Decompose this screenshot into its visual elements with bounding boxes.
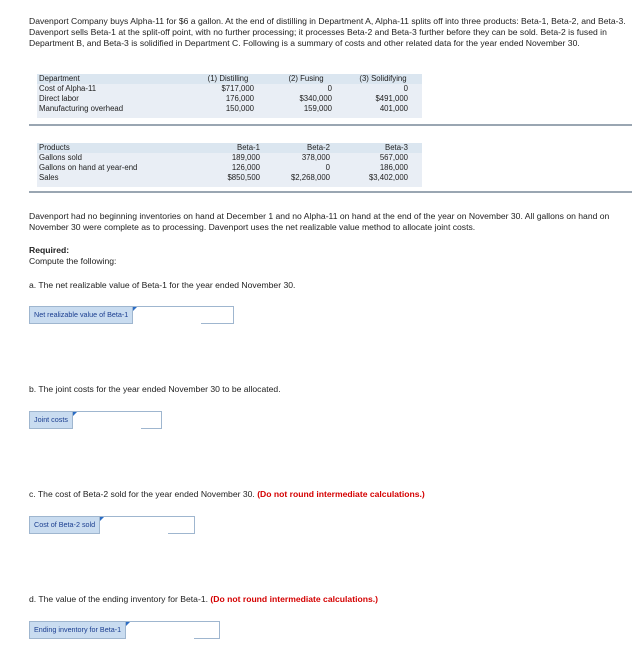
cost-table-header-distilling: (1) Distilling (207, 74, 249, 83)
flag-icon (126, 622, 130, 626)
answer-field-c (29, 516, 195, 534)
problem-intro: Davenport Company buys Alpha-11 for $6 a gallon. At the end of distilling in Department A, Alpha-11 splits off into three products: Beta-1, Beta-2, and Beta-3. Davenport sells Beta-1 at the split-off point, with no further processing; it processes Beta-2 and Beta-3 further before they can be sold. Beta-2 is fused in Department B, and Beta-3 is solidified in Department C. Following is a summary of costs and other related data for the year ended November 30. (29, 16, 626, 48)
cost-row-label: Direct labor (39, 94, 79, 103)
cost-row-fusing: $340,000 (299, 94, 332, 103)
question-a (29, 280, 295, 291)
joint-costs-input[interactable] (73, 415, 141, 431)
cost-row-distilling: $717,000 (221, 84, 254, 93)
product-row-beta2: 0 (325, 163, 330, 172)
ending-inventory-beta1-input[interactable] (126, 625, 194, 641)
product-row-beta1: $850,500 (227, 173, 260, 182)
question-d-note: (Do not round intermediate calculations.) (210, 594, 378, 604)
required-subheading: Compute the following: (29, 256, 117, 266)
cost-row-fusing: 0 (327, 84, 332, 93)
cost-table-header-department: Department (39, 74, 80, 83)
product-table-header-beta1: Beta-1 (237, 143, 260, 152)
required-heading: Required: (29, 245, 70, 255)
product-row-label: Gallons sold (39, 153, 82, 162)
cost-row-solidifying: 0 (403, 84, 408, 93)
answer-field-d (29, 621, 220, 639)
product-row-label: Gallons on hand at year-end (39, 163, 138, 172)
question-b-text: b. The joint costs for the year ended November 30 to be allocated. (29, 384, 281, 394)
question-c-note: (Do not round intermediate calculations.) (257, 489, 425, 499)
product-row-beta3: 186,000 (379, 163, 408, 172)
flag-icon (73, 412, 77, 416)
question-b (29, 384, 281, 395)
product-table-header-beta2: Beta-2 (307, 143, 330, 152)
question-d-text: d. The value of the ending inventory for Beta-1. (29, 594, 208, 604)
question-d (29, 594, 378, 605)
assumptions-paragraph: Davenport had no beginning inventories on hand at December 1 and no Alpha-11 on hand at the end of the year on November 30. All gallons on hand on November 30 were complete as to processing. Davenport uses the net realizable value method to allocate joint costs. (29, 211, 610, 232)
cost-row-distilling: 176,000 (225, 94, 254, 103)
product-table-header-beta3: Beta-3 (385, 143, 408, 152)
cost-row-solidifying: $491,000 (375, 94, 408, 103)
product-row-beta3: 567,000 (379, 153, 408, 162)
cost-row-solidifying: 401,000 (379, 104, 408, 113)
flag-icon (133, 307, 137, 311)
product-row-beta2: $2,268,000 (290, 173, 330, 182)
cost-row-fusing: 159,000 (303, 104, 332, 113)
question-c-text: c. The cost of Beta-2 sold for the year ended November 30. (29, 489, 255, 499)
answer-field-a (29, 306, 234, 324)
field-label-c: Cost of Beta-2 sold (30, 517, 100, 533)
field-label-a: Net realizable value of Beta-1 (30, 307, 133, 323)
flag-icon (100, 517, 104, 521)
product-row-beta3: $3,402,000 (368, 173, 408, 182)
cost-table-header-fusing: (2) Fusing (288, 74, 324, 83)
product-row-beta2: 378,000 (301, 153, 330, 162)
divider (29, 124, 632, 126)
product-table-header-products: Products (39, 143, 70, 152)
cost-row-label: Manufacturing overhead (39, 104, 124, 113)
cost-of-beta2-sold-input[interactable] (100, 520, 168, 536)
cost-table-header-solidifying: (3) Solidifying (359, 74, 407, 83)
product-row-beta1: 126,000 (231, 163, 260, 172)
question-c (29, 489, 425, 500)
net-realizable-value-input[interactable] (133, 310, 201, 326)
product-row-label: Sales (39, 173, 59, 182)
field-label-d: Ending inventory for Beta-1 (30, 622, 126, 638)
field-label-b: Joint costs (30, 412, 73, 428)
divider (29, 191, 632, 193)
product-row-beta1: 189,000 (231, 153, 260, 162)
question-a-text: a. The net realizable value of Beta-1 for the year ended November 30. (29, 280, 296, 290)
cost-row-label: Cost of Alpha-11 (39, 84, 97, 93)
cost-row-distilling: 150,000 (225, 104, 254, 113)
answer-field-b (29, 411, 162, 429)
